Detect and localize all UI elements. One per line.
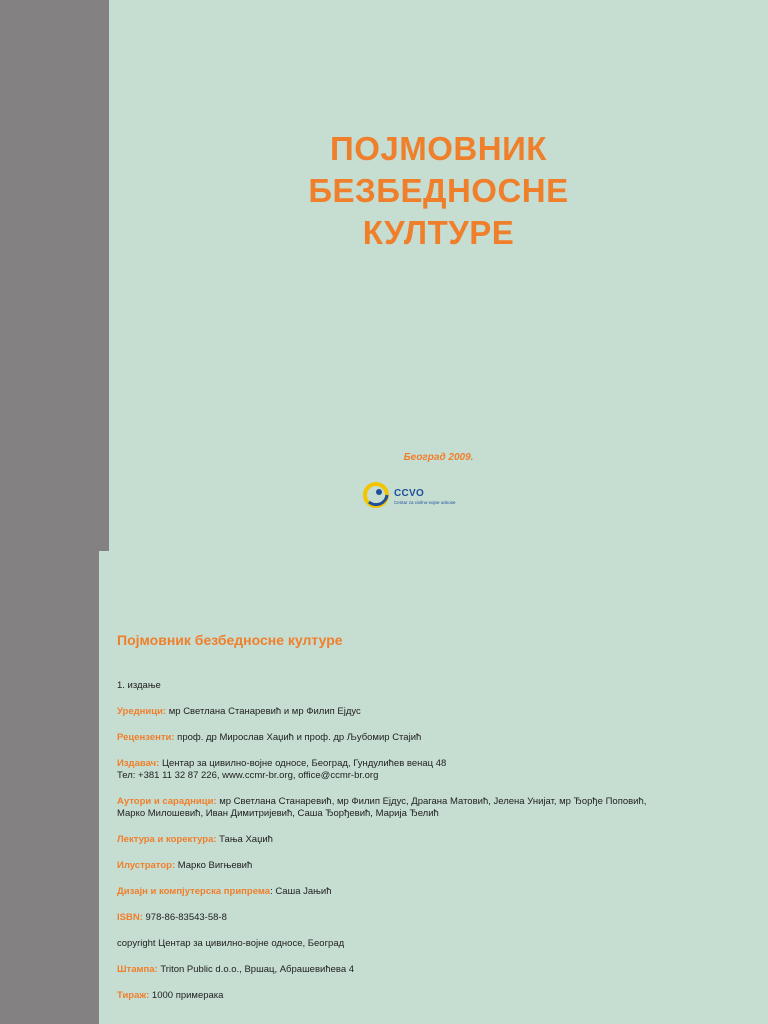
editors-entry: [117, 706, 737, 718]
illustrator-entry: [117, 860, 737, 872]
authors-value-line2: Марко Милошевић, Иван Димитријевић, Саша Ђорђевић, Марија Ђелић: [117, 808, 439, 819]
ccvo-logo: [361, 480, 471, 510]
logo-tagline: Centar za civilno-vojne odnose: [394, 500, 456, 505]
colophon: [117, 632, 737, 1016]
cover-title-line-3: КУЛТУРЕ: [362, 214, 515, 251]
design-value: : Саша Јањић: [270, 886, 332, 897]
proofreading-value: Тања Хаџић: [219, 834, 273, 845]
cover-title: [109, 128, 768, 254]
reviewers-entry: [117, 732, 737, 744]
left-grey-band-bottom: [0, 551, 99, 1024]
proofreading-label: Лектура и коректура:: [117, 834, 217, 845]
reviewers-label: Рецензенти:: [117, 732, 175, 743]
logo-name: CCVO: [394, 488, 425, 499]
publisher-value: Центар за цивилно-војне односе, Београд, Гундулићев венац 48: [161, 758, 447, 769]
illustrator-label: Илустратор:: [117, 860, 176, 871]
isbn-label: ISBN:: [117, 912, 143, 923]
print-value: Triton Public d.o.o., Вршац, Абрашевићева 4: [160, 964, 355, 975]
illustrator-value: Марко Вигњевић: [177, 860, 253, 871]
place-year: Београд 2009.: [403, 452, 474, 463]
ccvo-logo-icon: [361, 480, 391, 510]
run-entry: [117, 990, 737, 1002]
isbn-entry: [117, 912, 737, 924]
editors-value: мр Светлана Станаревић и мр Филип Ејдус: [168, 706, 361, 717]
design-entry: [117, 886, 737, 898]
design-label: Дизајн и компјутерска припрема: [117, 886, 271, 897]
cover-title-line-1: ПОЈМОВНИК: [330, 130, 547, 167]
print-label: Штампа:: [117, 964, 158, 975]
proofreading-entry: [117, 834, 737, 846]
authors-label: Аутори и сарадници:: [117, 796, 217, 807]
run-label: Тираж:: [117, 990, 150, 1001]
publisher-contact: Тел: +381 11 32 87 226, www.ccmr-br.org, office@ccmr-br.org: [117, 770, 379, 781]
run-value: 1000 примерака: [151, 990, 224, 1001]
isbn-value: 978-86-83543-58-8: [145, 912, 227, 923]
editors-label: Уредници:: [117, 706, 167, 717]
left-grey-band-top: [0, 0, 109, 551]
reviewers-value: проф. др Мирослав Хаџић и проф. др Љубомир Стајић: [177, 732, 422, 743]
authors-entry: [117, 796, 737, 820]
authors-value: мр Светлана Станаревић, мр Филип Ејдус, Драгана Матовић, Јелена Унијат, мр Ђорђе Поповић,: [219, 796, 647, 807]
book-title: Појмовник безбедносне културе: [117, 632, 343, 648]
cover-title-line-2: БЕЗБЕДНОСНЕ: [308, 172, 569, 209]
publisher-label: Издавач:: [117, 758, 160, 769]
edition: 1. издање: [117, 680, 161, 691]
publisher-entry: [117, 758, 737, 782]
copyright-line: copyright Центар за цивилно-војне односе, Београд: [117, 938, 345, 949]
print-entry: [117, 964, 737, 976]
